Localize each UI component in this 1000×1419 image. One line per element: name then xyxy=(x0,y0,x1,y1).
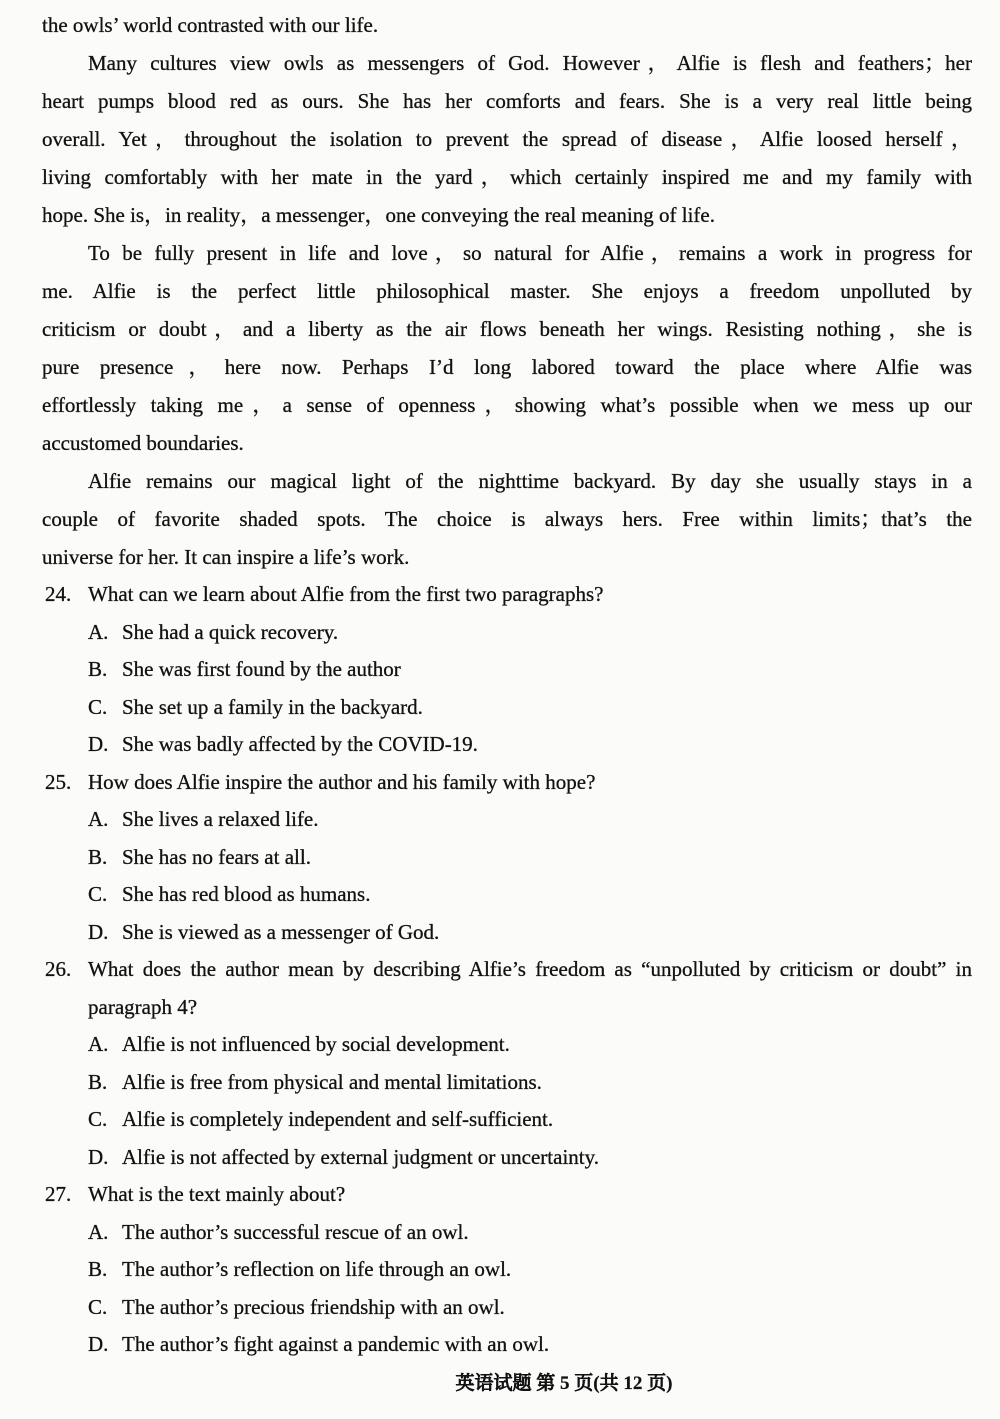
option-text: She set up a family in the backyard. xyxy=(122,694,423,719)
option-d xyxy=(88,1139,972,1177)
option-label: C. xyxy=(88,882,108,906)
option-text: She had a quick recovery. xyxy=(122,619,339,644)
question-text: What does the author mean by describing Alfie’s freedom as “unpolluted by criticism or doubt” in paragraph 4? xyxy=(88,957,972,1019)
question-24 xyxy=(42,576,972,764)
option-label: A. xyxy=(88,619,109,644)
reading-passage xyxy=(42,6,972,576)
passage-line: me. Alfie is the perfect little philosophical master. She enjoys a freedom unpolluted by xyxy=(42,279,972,303)
passage-line: living comfortably with her mate in the yard，which certainly inspired me and my family with xyxy=(42,165,972,189)
paragraph xyxy=(42,44,972,234)
option-text: She was first found by the author xyxy=(122,657,401,681)
option-text: Alfie is free from physical and mental limitations. xyxy=(122,1069,542,1094)
option-text: She is viewed as a messenger of God. xyxy=(122,919,440,944)
option-label: B. xyxy=(88,1069,108,1094)
paragraph xyxy=(42,462,972,576)
option-c xyxy=(88,689,972,727)
passage-line: heart pumps blood red as ours. She has her comforts and fears. She is a very real little being xyxy=(42,89,972,113)
option-d xyxy=(88,914,972,952)
option-text: Alfie is completely independent and self-sufficient. xyxy=(122,1107,554,1131)
option-text: She was badly affected by the COVID-19. xyxy=(122,732,478,756)
option-a xyxy=(88,1026,972,1064)
option-b xyxy=(88,1251,972,1289)
question-text: How does Alfie inspire the author and his family with hope? xyxy=(88,769,596,794)
option-text: The author’s successful rescue of an owl. xyxy=(122,1219,469,1244)
option-label: C. xyxy=(88,694,108,719)
option-text: The author’s fight against a pandemic with an owl. xyxy=(122,1332,550,1356)
question-number: 24. xyxy=(45,582,72,606)
question-25 xyxy=(42,764,972,952)
option-label: D. xyxy=(88,1144,109,1169)
question-26 xyxy=(42,951,972,1176)
passage-line: Many cultures view owls as messengers of God. However，Alfie is flesh and feathers；her xyxy=(88,51,972,75)
option-text: Alfie is not affected by external judgment or uncertainty. xyxy=(122,1144,600,1169)
passage-line: Alfie remains our magical light of the nighttime backyard. By day she usually stays in a xyxy=(88,469,972,493)
paragraph xyxy=(42,234,972,462)
passage-line: To be fully present in life and love，so natural for Alfie，remains a work in progress for xyxy=(88,241,972,265)
option-c xyxy=(88,876,972,914)
question-list xyxy=(42,576,972,1364)
question-number: 26. xyxy=(45,957,72,981)
option-b xyxy=(88,651,972,689)
passage-line: pure presence，here now. Perhaps I’d long labored toward the place where Alfie was xyxy=(42,355,972,379)
option-a xyxy=(88,801,972,839)
passage-line: the owls’ world contrasted with our life. xyxy=(42,13,379,37)
question-number: 27. xyxy=(45,1182,72,1206)
option-label: B. xyxy=(88,844,108,869)
option-label: B. xyxy=(88,1257,108,1281)
option-a xyxy=(88,614,972,652)
option-text: She has no fears at all. xyxy=(122,844,311,869)
passage-line: hope. She is，in reality，a messenger，one conveying the real meaning of life. xyxy=(42,203,715,227)
passage-line: overall. Yet，throughout the isolation to prevent the spread of disease，Alfie loosed herself， xyxy=(42,127,972,151)
option-d xyxy=(88,1326,972,1364)
option-c xyxy=(88,1289,972,1327)
option-label: C. xyxy=(88,1294,108,1319)
option-b xyxy=(88,839,972,877)
option-label: D. xyxy=(88,1332,109,1356)
question-number: 25. xyxy=(45,769,72,794)
option-c xyxy=(88,1101,972,1139)
passage-line: couple of favorite shaded spots. The choice is always hers. Free within limits；that’s the xyxy=(42,507,972,531)
option-label: C. xyxy=(88,1107,108,1131)
option-b xyxy=(88,1064,972,1102)
page-footer: 英语试题 第 5 页(共 12 页) xyxy=(455,1373,673,1394)
passage-line: effortlessly taking me，a sense of openness，showing what’s possible when we mess up our xyxy=(42,393,972,417)
option-text: She has red blood as humans. xyxy=(122,882,371,906)
paragraph xyxy=(42,6,972,44)
option-label: B. xyxy=(88,657,108,681)
option-label: A. xyxy=(88,1219,109,1244)
page-content xyxy=(42,6,972,1364)
question-text: What is the text mainly about? xyxy=(88,1182,346,1206)
option-d xyxy=(88,726,972,764)
option-label: D. xyxy=(88,732,109,756)
option-text: She lives a relaxed life. xyxy=(122,807,319,831)
passage-line: universe for her. It can inspire a life’s work. xyxy=(42,545,410,569)
passage-line: criticism or doubt，and a liberty as the air flows beneath her wings. Resisting nothing，she is xyxy=(42,317,972,341)
option-label: A. xyxy=(88,1032,109,1056)
option-label: A. xyxy=(88,807,109,831)
option-label: D. xyxy=(88,919,109,944)
option-text: Alfie is not influenced by social development. xyxy=(122,1032,510,1056)
question-27 xyxy=(42,1176,972,1364)
question-text: What can we learn about Alfie from the first two paragraphs? xyxy=(88,582,604,606)
option-text: The author’s reflection on life through an owl. xyxy=(122,1257,512,1281)
passage-line: accustomed boundaries. xyxy=(42,431,244,455)
option-a xyxy=(88,1214,972,1252)
option-text: The author’s precious friendship with an owl. xyxy=(122,1294,505,1319)
